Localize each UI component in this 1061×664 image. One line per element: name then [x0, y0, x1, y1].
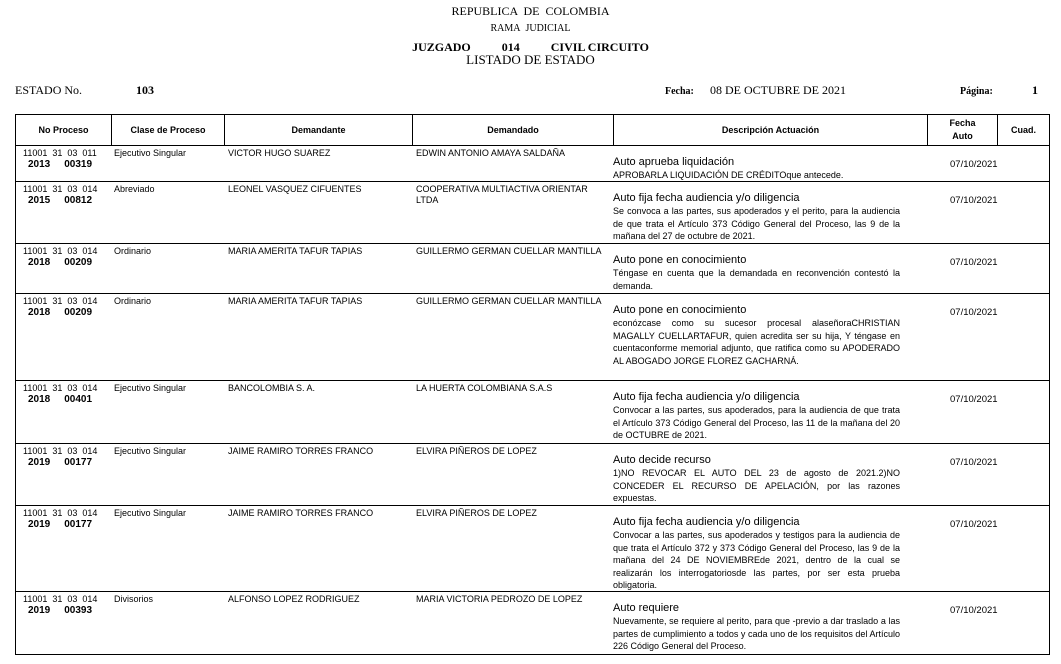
fecha-auto: 07/10/2021 [950, 195, 998, 206]
descripcion-actuacion [613, 390, 900, 442]
proceso-number: 00393 [64, 605, 93, 616]
republic-title: REPUBLICA DE COLOMBIA [451, 4, 610, 18]
proceso-year: 2018 [28, 394, 51, 405]
demandado: GUILLERMO GERMAN CUELLAR MANTILLA [416, 296, 602, 306]
actuacion-title: Auto fija fecha audiencia y/o diligencia [613, 391, 800, 403]
actuacion-title: Auto fija fecha audiencia y/o diligencia [613, 192, 800, 204]
proceso-year: 2015 [28, 195, 51, 206]
proceso-code: 11001 31 03 014 [23, 446, 98, 456]
actuacion-body: Téngase en cuenta que la demandada en reconvención contestó la demanda. [613, 268, 900, 291]
demandado: ELVIRA PIÑEROS DE LOPEZ [416, 446, 537, 456]
clase-proceso: Ordinario [114, 246, 152, 256]
descripcion-actuacion [613, 253, 900, 292]
proceso-number: 00209 [64, 307, 93, 318]
demandante: JAIME RAMIRO TORRES FRANCO [228, 446, 374, 456]
col-fecha-auto-line1: Fecha [949, 118, 976, 128]
clase-proceso: Ejecutivo Singular [114, 508, 187, 518]
demandado: ELVIRA PIÑEROS DE LOPEZ [416, 508, 537, 518]
demandante: MARIA AMERITA TAFUR TAPIAS [228, 246, 363, 256]
pagina-number: 1 [1032, 83, 1038, 97]
demandado: MARIA VICTORIA PEDROZO DE LOPEZ [416, 594, 583, 604]
table-header [16, 115, 1049, 146]
table-row [16, 592, 1049, 655]
demandado: GUILLERMO GERMAN CUELLAR MANTILLA [416, 246, 602, 256]
demandante: JAIME RAMIRO TORRES FRANCO [228, 508, 374, 518]
proceso-code: 11001 31 03 011 [23, 148, 97, 158]
col-no-proceso: No Proceso [16, 115, 112, 145]
estado-table [15, 114, 1050, 655]
fecha-auto: 07/10/2021 [950, 159, 998, 170]
demandante: VICTOR HUGO SUAREZ [228, 148, 331, 158]
proceso-year: 2019 [28, 457, 51, 468]
actuacion-body: APROBARLA LIQUIDACIÓN DE CRÉDITOque antecede. [613, 170, 844, 180]
col-clase: Clase de Proceso [112, 115, 225, 145]
proceso-year: 2018 [28, 257, 51, 268]
demandante: ALFONSO LOPEZ RODRIGUEZ [228, 594, 360, 604]
clase-proceso: Ejecutivo Singular [114, 148, 187, 158]
proceso-year: 2019 [28, 519, 51, 530]
descripcion-actuacion [613, 303, 900, 367]
proceso-number: 00812 [64, 195, 93, 206]
proceso-code: 11001 31 03 014 [23, 383, 98, 393]
proceso-code: 11001 31 03 014 [23, 508, 98, 518]
descripcion-actuacion [613, 515, 900, 592]
proceso-year-number [28, 257, 92, 268]
proceso-year-number [28, 519, 92, 530]
proceso-year: 2013 [28, 159, 51, 170]
fecha-auto: 07/10/2021 [950, 519, 998, 530]
table-row [16, 381, 1049, 444]
clase-proceso: Abreviado [114, 184, 155, 194]
clase-proceso: Ejecutivo Singular [114, 446, 187, 456]
descripcion-actuacion [613, 453, 900, 505]
table-row [16, 506, 1049, 592]
proceso-year-number [28, 394, 92, 405]
fecha-auto: 07/10/2021 [950, 394, 998, 405]
table-row [16, 244, 1049, 294]
proceso-year: 2019 [28, 605, 51, 616]
table-row [16, 294, 1049, 381]
court-label: JUZGADO [412, 40, 471, 54]
col-fecha-auto-line2: Auto [952, 131, 973, 141]
proceso-year-number [28, 159, 92, 170]
branch-title: RAMA JUDICIAL [490, 23, 571, 34]
court-number: 014 [501, 40, 520, 54]
clase-proceso: Ejecutivo Singular [114, 383, 187, 393]
actuacion-title: Auto decide recurso [613, 454, 711, 466]
fecha-auto: 07/10/2021 [950, 457, 998, 468]
proceso-year-number [28, 605, 92, 616]
col-fecha-auto [928, 115, 998, 145]
proceso-code: 11001 31 03 014 [23, 184, 98, 194]
proceso-year-number [28, 195, 92, 206]
estado-label: ESTADO No. [15, 83, 83, 97]
actuacion-body: Convocar a las partes, sus apoderados y testigos para la audiencia de que trata el Artículo 372 y 373 Código General del Proceso, las 9 de la mañana del 24 DE NOVIEMBREde 2021, dentro de la cual se realizarán los interrogatoriosde las partes, por ser esta prueba obligatoria. [613, 530, 900, 590]
fecha-auto: 07/10/2021 [950, 257, 998, 268]
demandante: MARIA AMERITA TAFUR TAPIAS [228, 296, 363, 306]
proceso-number: 00401 [64, 394, 93, 405]
actuacion-body: Nuevamente, se requiere al perito, para que -previo a dar traslado a las partes de cumplimiento a todos y cada uno de los requisitos del Artículo 226 Código General del Proceso. [613, 616, 900, 651]
col-demandado: Demandado [413, 115, 614, 145]
proceso-year-number [28, 457, 92, 468]
actuacion-body: Se convoca a las partes, sus apoderados y el perito, para la audiencia de que trata el Artículo 373 Código General del Proceso, las 9 de la mañana del 27 de octubre de 2021. [613, 206, 900, 241]
actuacion-title: Auto pone en conocimiento [613, 304, 747, 316]
col-demandante: Demandante [225, 115, 413, 145]
table-row [16, 146, 1049, 182]
fecha-auto: 07/10/2021 [950, 307, 998, 318]
actuacion-title: Auto requiere [613, 602, 680, 614]
proceso-number: 00209 [64, 257, 93, 268]
estado-number: 103 [136, 83, 154, 97]
proceso-code: 11001 31 03 014 [23, 246, 98, 256]
fecha-label: Fecha: [665, 86, 694, 97]
actuacion-body: econózcase como su sucesor procesal alaseñoraCHRISTIAN MAGALLY CUELLARTAFUR, quien acredita ser su hija, Y téngase en cuentaconforme memorial adjunto, que ratifica como su APODERADO AL ABOGADO JORGE FLOREZ GACHARNÁ. [613, 318, 900, 366]
descripcion-actuacion [613, 601, 900, 653]
actuacion-title: Auto aprueba liquidación [613, 156, 735, 168]
clase-proceso: Ordinario [114, 296, 152, 306]
clase-proceso: Divisorios [114, 594, 154, 604]
demandante: BANCOLOMBIA S. A. [228, 383, 316, 393]
descripcion-actuacion [613, 155, 900, 182]
listing-title: LISTADO DE ESTADO [466, 52, 595, 67]
proceso-number: 00319 [64, 159, 93, 170]
descripcion-actuacion [613, 191, 900, 243]
actuacion-body: 1)NO REVOCAR EL AUTO DEL 23 de agosto de 2021.2)NO CONCEDER EL RECURSO DE APELACIÓN, por las razones expuestas. [613, 468, 900, 503]
demandado: EDWIN ANTONIO AMAYA SALDAÑA [416, 148, 566, 158]
actuacion-body: Convocar a las partes, sus apoderados, para la audiencia de que trata el Artículo 373 Código General del Proceso, las 11 de la mañana del 20 de OCTUBRE de 2021. [613, 405, 900, 440]
proceso-year: 2018 [28, 307, 51, 318]
actuacion-title: Auto pone en conocimiento [613, 254, 747, 266]
table-row [16, 444, 1049, 506]
col-cuad: Cuad. [1010, 124, 1036, 135]
proceso-code: 11001 31 03 014 [23, 296, 98, 306]
fecha-auto: 07/10/2021 [950, 605, 998, 616]
col-descripcion: Descripción Actuación [614, 115, 928, 145]
proceso-number: 00177 [64, 457, 93, 468]
proceso-year-number [28, 307, 92, 318]
actuacion-title: Auto fija fecha audiencia y/o diligencia [613, 516, 800, 528]
demandante: LEONEL VASQUEZ CIFUENTES [228, 184, 362, 194]
table-row [16, 182, 1049, 244]
demandado: LA HUERTA COLOMBIANA S.A.S [416, 383, 553, 393]
demandado: COOPERATIVA MULTIACTIVA ORIENTAR LTDA [416, 184, 588, 205]
pagina-label: Página: [960, 86, 993, 97]
proceso-number: 00177 [64, 519, 93, 530]
proceso-code: 11001 31 03 014 [23, 594, 98, 604]
court-type: CIVIL CIRCUITO [550, 40, 649, 54]
fecha-value: 08 DE OCTUBRE DE 2021 [710, 83, 846, 97]
